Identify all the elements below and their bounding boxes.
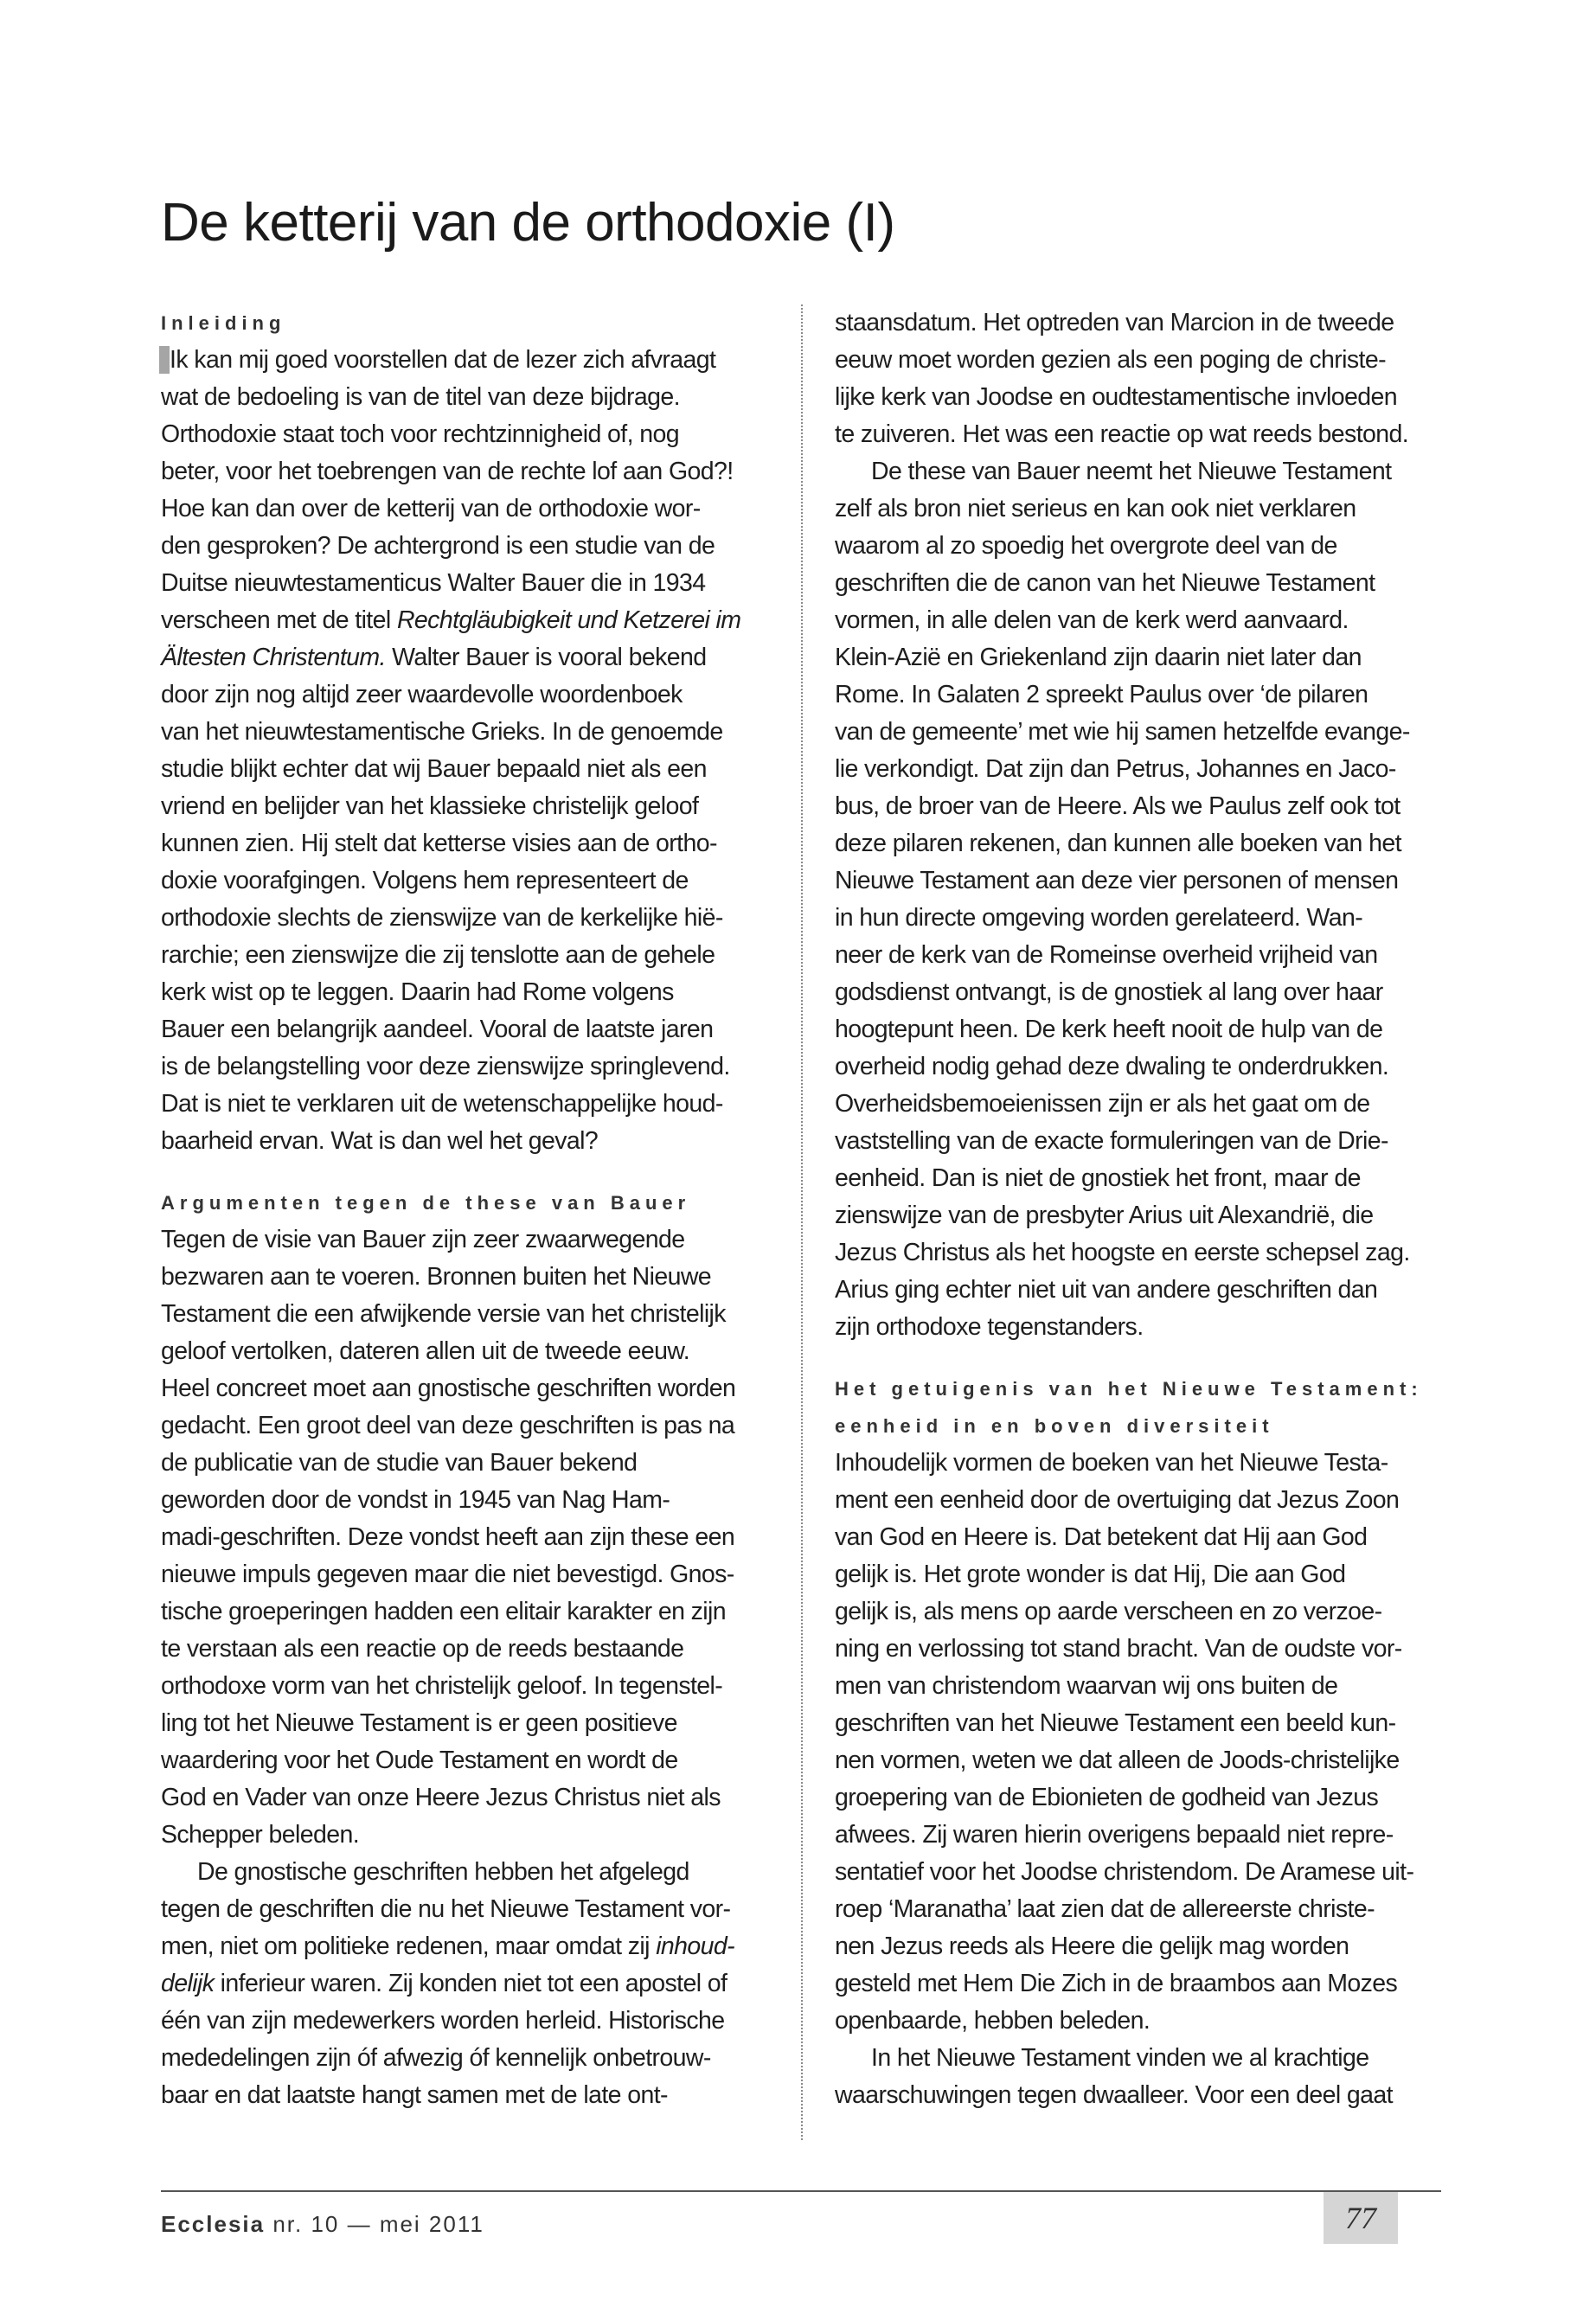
text-line: mededelingen zijn óf afwezig óf kennelijk onbetrouw- bbox=[161, 2044, 711, 2072]
text-line: Arius ging echter niet uit van andere geschriften dan bbox=[835, 1276, 1378, 1304]
text-line: godsdienst ontvangt, is de gnostiek al lang over haar bbox=[835, 978, 1383, 1006]
text-line: tische groeperingen hadden een elitair karakter en zijn bbox=[161, 1598, 727, 1625]
text-line: deze pilaren rekenen, dan kunnen alle boeken van het bbox=[835, 830, 1401, 857]
footer bbox=[161, 2211, 484, 2238]
page-number: 77 bbox=[1324, 2192, 1398, 2244]
text-line: tegen de geschriften die nu het Nieuwe Testament vor- bbox=[161, 1895, 731, 1923]
text-line: orthodoxe vorm van het christelijk geloof. In tegenstel- bbox=[161, 1672, 723, 1700]
text-line: ment een eenheid door de overtuiging dat Jezus Zoon bbox=[835, 1486, 1400, 1514]
text-line: Overheidsbemoeienissen zijn er als het gaat om de bbox=[835, 1090, 1370, 1118]
paragraph-argumenten bbox=[161, 1221, 765, 1854]
text-line: bus, de broer van de Heere. Als we Paulus zelf ook tot bbox=[835, 792, 1401, 820]
text-line: Klein-Azië en Griekenland zijn daarin niet later dan bbox=[835, 644, 1362, 671]
text-line: Tegen de visie van Bauer zijn zeer zwaarwegende bbox=[161, 1226, 685, 1253]
first-letter: I bbox=[159, 346, 176, 374]
text-line: waardering voor het Oude Testament en wordt de bbox=[161, 1747, 678, 1774]
text-line: men, niet om politieke redenen, maar omdat zij inhoud- bbox=[161, 1932, 735, 1960]
text-line: Duitse nieuwtestamenticus Walter Bauer die in 1934 bbox=[161, 569, 706, 597]
text-line: Schepper beleden. bbox=[161, 1821, 360, 1849]
text-line: de publicatie van de studie van Bauer bekend bbox=[161, 1449, 638, 1477]
section-heading-inleiding: Inleiding bbox=[161, 312, 286, 334]
text-line: men van christendom waarvan wij ons buiten de bbox=[835, 1672, 1338, 1700]
text-line: zelf als bron niet serieus en kan ook niet verklaren bbox=[835, 495, 1356, 522]
text-line: sentatief voor het Joodse christendom. De Aramese uit- bbox=[835, 1858, 1414, 1886]
text-line: van de gemeente’ met wie hij samen hetzelfde evange- bbox=[835, 718, 1410, 746]
text-line: Ik kan mij goed voorstellen dat de lezer zich afvraagt bbox=[161, 342, 765, 379]
text-line: één van zijn medewerkers worden herleid. Historische bbox=[161, 2007, 725, 2035]
text-line: Hoe kan dan over de ketterij van de orthodoxie wor- bbox=[161, 495, 701, 522]
text-line: ning en verlossing tot stand bracht. Van de oudste vor- bbox=[835, 1635, 1402, 1663]
right-column bbox=[835, 304, 1440, 2114]
text-line: nen vormen, weten we dat alleen de Joods-christelijke bbox=[835, 1747, 1400, 1774]
text-line: eeuw moet worden gezien als een poging de christe- bbox=[835, 346, 1386, 374]
text-line: te zuiveren. Het was een reactie op wat reeds bestond. bbox=[835, 420, 1409, 448]
text-line: groepering van de Ebionieten de godheid van Jezus bbox=[835, 1784, 1379, 1811]
text-line: delijk inferieur waren. Zij konden niet tot een apostel of bbox=[161, 1970, 727, 1997]
text-line: doxie voorafgingen. Volgens hem representeert de bbox=[161, 867, 689, 894]
text-line: orthodoxie slechts de zienswijze van de kerkelijke hië- bbox=[161, 904, 723, 932]
text-line: De gnostische geschriften hebben het afgelegd bbox=[197, 1858, 689, 1886]
text-line: nieuwe impuls gegeven maar die niet bevestigd. Gnos- bbox=[161, 1561, 734, 1588]
text-line: is de belangstelling voor deze zienswijze springlevend. bbox=[161, 1053, 730, 1080]
text-line: In het Nieuwe Testament vinden we al krachtige bbox=[871, 2044, 1369, 2072]
issue-info: nr. 10 — mei 2011 bbox=[265, 2211, 484, 2237]
text-line: beter, voor het toebrengen van de rechte lof aan God?! bbox=[161, 458, 734, 485]
paragraph-continued bbox=[835, 304, 1440, 453]
text-line: Heel concreet moet aan gnostische geschriften worden bbox=[161, 1375, 736, 1402]
book-title-italic: Ältesten Christentum. bbox=[161, 644, 386, 671]
text-line: vaststelling van de exacte formuleringen van de Drie- bbox=[835, 1127, 1388, 1155]
text-line: baarheid ervan. Wat is dan wel het geval? bbox=[161, 1127, 599, 1155]
text-line: madi-geschriften. Deze vondst heeft aan zijn these een bbox=[161, 1523, 735, 1551]
text-line: vormen, in alle delen van de kerk werd aanvaard. bbox=[835, 606, 1349, 634]
text-line: neer de kerk van de Romeinse overheid vrijheid van bbox=[835, 941, 1378, 969]
text-line: Testament die een afwijkende versie van het christelijk bbox=[161, 1300, 726, 1328]
text-line: zijn orthodoxe tegenstanders. bbox=[835, 1313, 1144, 1341]
paragraph-these bbox=[835, 453, 1440, 1346]
paragraph-getuigenis bbox=[835, 1445, 1440, 2040]
column-divider bbox=[801, 304, 803, 2140]
text-line: kerk wist op te leggen. Daarin had Rome volgens bbox=[161, 978, 674, 1006]
paragraph-intro bbox=[161, 342, 765, 1160]
text-line: waarschuwingen tegen dwaalleer. Voor een deel gaat bbox=[835, 2081, 1393, 2109]
emphasis-italic: delijk bbox=[161, 1970, 215, 1997]
text-line: staansdatum. Het optreden van Marcion in de tweede bbox=[835, 309, 1394, 336]
text-line: De these van Bauer neemt het Nieuwe Testament bbox=[871, 458, 1392, 485]
text-line: gelijk is, als mens op aarde verscheen en zo verzoe- bbox=[835, 1598, 1382, 1625]
text-line: waarom al zo spoedig het overgrote deel van de bbox=[835, 532, 1337, 560]
text-line: in hun directe omgeving worden gerelateerd. Wan- bbox=[835, 904, 1363, 932]
text-line: gedacht. Een groot deel van deze geschriften is pas na bbox=[161, 1412, 735, 1439]
text-line: afwees. Zij waren hierin overigens bepaald niet repre- bbox=[835, 1821, 1394, 1849]
paragraph-dwaalleer bbox=[835, 2040, 1440, 2114]
text-line: te verstaan als een reactie op de reeds bestaande bbox=[161, 1635, 684, 1663]
text-line: van het nieuwtestamentische Grieks. In de genoemde bbox=[161, 718, 723, 746]
text-line: door zijn nog altijd zeer waardevolle woordenboek bbox=[161, 681, 683, 708]
text-line: ling tot het Nieuwe Testament is er geen positieve bbox=[161, 1709, 677, 1737]
section-heading-argumenten: Argumenten tegen de these van Bauer bbox=[161, 1192, 691, 1214]
text-line: Jezus Christus als het hoogste en eerste schepsel zag. bbox=[835, 1239, 1410, 1266]
text-line: roep ‘Maranatha’ laat zien dat de allereerste christe- bbox=[835, 1895, 1375, 1923]
text-line: geworden door de vondst in 1945 van Nag Ham- bbox=[161, 1486, 670, 1514]
text-line: Inhoudelijk vormen de boeken van het Nieuwe Testa- bbox=[835, 1449, 1388, 1477]
text-line: bezwaren aan te voeren. Bronnen buiten het Nieuwe bbox=[161, 1263, 712, 1291]
text-line: lie verkondigt. Dat zijn dan Petrus, Johannes en Jaco- bbox=[835, 755, 1396, 783]
text-line: Nieuwe Testament aan deze vier personen of mensen bbox=[835, 867, 1399, 894]
text-line: verscheen met de titel Rechtgläubigkeit und Ketzerei im bbox=[161, 606, 741, 634]
text-line: den gesproken? De achtergrond is een studie van de bbox=[161, 532, 715, 560]
text-line: geloof vertolken, dateren allen uit de tweede eeuw. bbox=[161, 1337, 690, 1365]
text-line: Orthodoxie staat toch voor rechtzinnigheid of, nog bbox=[161, 420, 679, 448]
text-line: geschriften die de canon van het Nieuwe Testament bbox=[835, 569, 1375, 597]
text-line: zienswijze van de presbyter Arius uit Alexandrië, die bbox=[835, 1202, 1374, 1229]
section-heading-getuigenis-sub: eenheid in en boven diversiteit bbox=[835, 1415, 1274, 1437]
left-column bbox=[161, 304, 765, 2114]
text-line: studie blijkt echter dat wij Bauer bepaald niet als een bbox=[161, 755, 707, 783]
text-line: God en Vader van onze Heere Jezus Christus niet als bbox=[161, 1784, 721, 1811]
book-title-italic: Rechtgläubigkeit und Ketzerei im bbox=[396, 606, 741, 634]
text-line: nen Jezus reeds als Heere die gelijk mag worden bbox=[835, 1932, 1349, 1960]
magazine-name: Ecclesia bbox=[161, 2211, 266, 2237]
text-line: baar en dat laatste hangt samen met de late ont- bbox=[161, 2081, 668, 2109]
text-line: gelijk is. Het grote wonder is dat Hij, Die aan God bbox=[835, 1561, 1346, 1588]
text-line: hoogtepunt heen. De kerk heeft nooit de hulp van de bbox=[835, 1016, 1383, 1043]
footer-rule bbox=[161, 2190, 1441, 2192]
article-title: De ketterij van de orthodoxie (I) bbox=[161, 193, 895, 253]
paragraph-gnostische bbox=[161, 1854, 765, 2114]
text-line: eenheid. Dan is niet de gnostiek het front, maar de bbox=[835, 1164, 1361, 1192]
section-heading-getuigenis: Het getuigenis van het Nieuwe Testament: bbox=[835, 1378, 1423, 1400]
text-line: wat de bedoeling is van de titel van deze bijdrage. bbox=[161, 383, 680, 411]
text-line: lijke kerk van Joodse en oudtestamentische invloeden bbox=[835, 383, 1398, 411]
text-line: Rome. In Galaten 2 spreekt Paulus over ‘de pilaren bbox=[835, 681, 1368, 708]
text-line: geschriften van het Nieuwe Testament een beeld kun- bbox=[835, 1709, 1396, 1737]
text-line: rarchie; een zienswijze die zij tenslotte aan de gehele bbox=[161, 941, 715, 969]
text-line: gesteld met Hem Die Zich in de braambos aan Mozes bbox=[835, 1970, 1398, 1997]
text-line: Ältesten Christentum. Walter Bauer is vooral bekend bbox=[161, 644, 707, 671]
text-line: kunnen zien. Hij stelt dat ketterse visies aan de ortho- bbox=[161, 830, 717, 857]
text-line: vriend en belijder van het klassieke christelijk geloof bbox=[161, 792, 699, 820]
text-line: Dat is niet te verklaren uit de wetenschappelijke houd- bbox=[161, 1090, 723, 1118]
text-line: openbaarde, hebben beleden. bbox=[835, 2007, 1151, 2035]
text-line: Bauer een belangrijk aandeel. Vooral de laatste jaren bbox=[161, 1016, 714, 1043]
emphasis-italic: inhoud- bbox=[656, 1932, 735, 1960]
text-line: overheid nodig gehad deze dwaling te onderdrukken. bbox=[835, 1053, 1389, 1080]
text-line: van God en Heere is. Dat betekent dat Hij aan God bbox=[835, 1523, 1368, 1551]
